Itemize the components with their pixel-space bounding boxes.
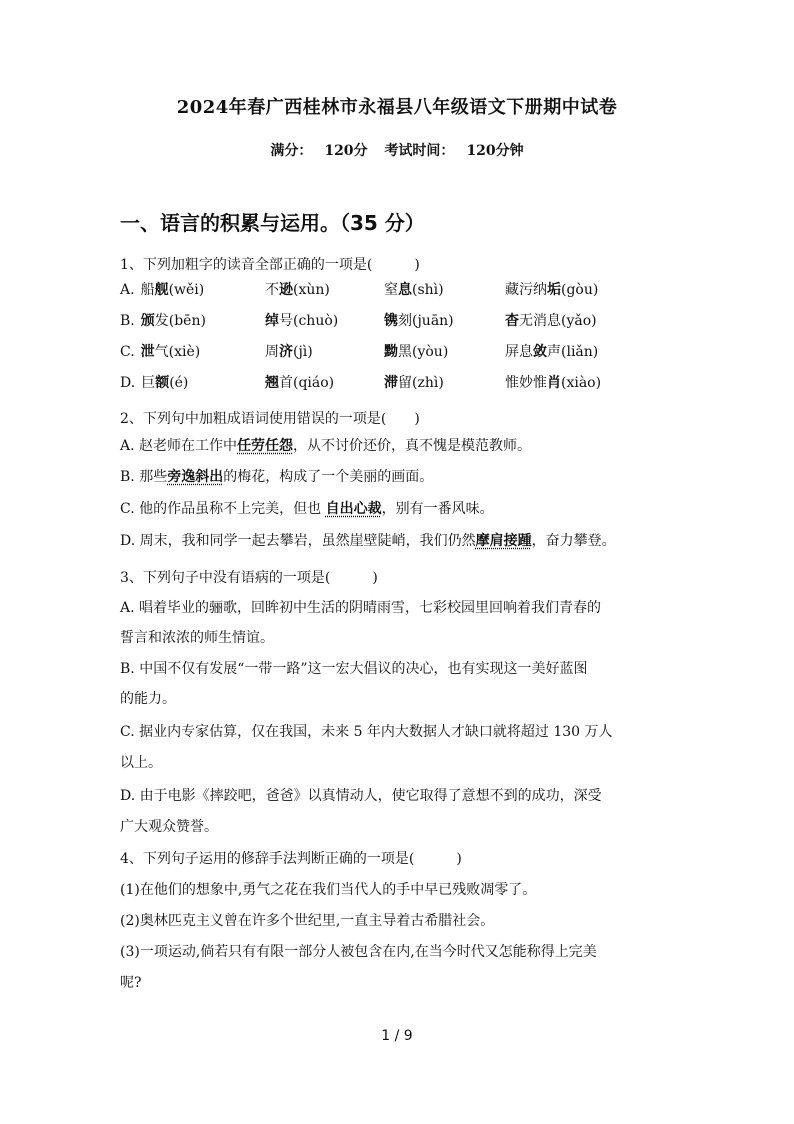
question-1-option-cell <box>505 310 597 330</box>
option-text: ，别有一番风味。 <box>381 501 494 517</box>
question-4-sentence-3-line2: 呢? <box>120 975 142 991</box>
option-text: B. 那些 <box>120 469 168 485</box>
exam-title: 2024年春广西桂林市永福县八年级语文下册期中试卷 <box>176 97 618 118</box>
word-prefix: 巨 <box>141 375 156 391</box>
option-text: ，奋力攀登。 <box>531 533 616 549</box>
question-4-sentence-1: (1)在他们的想象中,勇气之花在我们当代人的手中早已残败凋零了。 <box>120 882 537 898</box>
question-3-option-d-line2: 广大观众赞誉。 <box>120 819 218 835</box>
option-text: A. 赵老师在工作中 <box>120 438 238 454</box>
word-suffix-pinyin: (gòu) <box>561 282 599 298</box>
bold-character: 济 <box>279 344 293 360</box>
bold-character: 逊 <box>279 282 293 298</box>
question-3-option-a-line2: 誓言和浓浓的师生情谊。 <box>120 630 274 646</box>
time-label: 考试时间： <box>384 143 455 159</box>
option-label: B. <box>120 313 135 329</box>
bold-idiom: 任劳任怨 <box>237 438 294 454</box>
bold-character: 颁 <box>140 313 155 329</box>
word-suffix-pinyin: 发(bēn) <box>154 313 206 329</box>
word-suffix-pinyin: 留(zhì) <box>398 375 444 391</box>
question-2-option-a <box>120 435 531 455</box>
option-text: ，从不讨价还价，真不愧是模范教师。 <box>293 438 532 454</box>
bold-character: 垢 <box>547 282 561 298</box>
word-suffix-pinyin: 首(qiáo) <box>279 375 335 391</box>
bold-character: 额 <box>155 375 170 391</box>
question-3-option-b-line1: B. 中国不仅有发展“一带一路”这一宏大倡议的决心，也有实现这一美好蓝图 <box>120 661 588 677</box>
bold-character: 镌 <box>384 313 398 329</box>
word-suffix-pinyin: 黑(yòu) <box>398 344 449 360</box>
word-prefix: 周 <box>265 344 279 360</box>
bold-character: 黝 <box>384 344 398 360</box>
word-suffix-pinyin: (é) <box>169 375 189 391</box>
question-2-option-d <box>120 530 616 550</box>
question-3-option-a-line1: A. 唱着毕业的骊歌，回眸初中生活的阴晴雨雪，七彩校园里回响着我们青春的 <box>120 600 602 616</box>
question-1-option-cell <box>505 341 598 361</box>
word-suffix-pinyin: 气(xiè) <box>154 344 201 360</box>
question-1-option-cell <box>265 310 338 330</box>
bold-character: 杳 <box>505 313 519 329</box>
word-suffix-pinyin: (xùn) <box>293 282 330 298</box>
question-4-stem: 4、下列句子运用的修辞手法判断正确的一项是( ) <box>120 851 462 867</box>
bold-character: 舰 <box>154 282 169 298</box>
page-number: 1 / 9 <box>381 1028 413 1044</box>
word-suffix-pinyin: (wěi) <box>168 282 205 298</box>
word-prefix: 屏息 <box>505 344 533 360</box>
bold-idiom: 摩肩接踵 <box>475 533 532 549</box>
bold-idiom: 自出心裁 <box>325 501 382 517</box>
question-1-option-cell <box>505 279 598 299</box>
exam-meta <box>0 140 794 160</box>
bold-character: 滞 <box>384 375 398 391</box>
option-label: D. <box>120 375 136 391</box>
option-label: A. <box>120 282 135 298</box>
bold-character: 息 <box>398 282 412 298</box>
word-suffix-pinyin: 无消息(yǎo) <box>519 313 597 329</box>
question-1-option-cell <box>265 341 313 361</box>
question-3-stem: 3、下列句子中没有语病的一项是( ) <box>120 570 378 586</box>
question-3-option-c-line2: 以上。 <box>120 755 162 771</box>
section-heading: 一、语言的积累与运用。（35 分） <box>120 211 425 235</box>
question-1-option-cell <box>120 372 188 392</box>
question-2-option-c <box>120 498 494 518</box>
option-label: C. <box>120 344 135 360</box>
word-suffix-pinyin: 声(liǎn) <box>547 344 599 360</box>
word-suffix-pinyin: 号(chuò) <box>279 313 339 329</box>
question-1-option-row <box>120 279 680 301</box>
score-label: 满分： <box>270 143 313 159</box>
bold-character: 肖 <box>547 375 561 391</box>
question-1-option-cell <box>384 372 444 392</box>
option-text: D. 周末，我和同学一起去攀岩，虽然崖壁陡峭，我们仍然 <box>120 533 476 549</box>
word-suffix-pinyin: 刻(juān) <box>398 313 454 329</box>
bold-character: 敛 <box>533 344 547 360</box>
time-value: 120分钟 <box>466 143 524 159</box>
score-value: 120分 <box>324 143 368 159</box>
bold-character: 翘 <box>265 375 279 391</box>
bold-character: 泄 <box>140 344 155 360</box>
question-1-option-row <box>120 310 680 332</box>
question-1-option-cell <box>120 279 204 299</box>
word-suffix-pinyin: (jì) <box>293 344 313 360</box>
question-1-option-cell <box>265 372 334 392</box>
word-prefix: 船 <box>140 282 155 298</box>
question-2-option-b <box>120 466 433 486</box>
question-1-option-cell <box>120 341 200 361</box>
question-1-option-row <box>120 372 680 394</box>
question-3-option-d-line1: D. 由于电影《摔跤吧，爸爸》以真情动人，使它取得了意想不到的成功，深受 <box>120 788 602 804</box>
question-3-option-c-line1: C. 据业内专家估算，仅在我国，未来 5 年内大数据人才缺口就将超过 130 万人 <box>120 724 613 740</box>
question-1-option-cell <box>505 372 601 392</box>
question-4-sentence-2: (2)奥林匹克主义曾在许多个世纪里,一直主导着古希腊社会。 <box>120 913 495 929</box>
question-1-option-cell <box>120 310 206 330</box>
question-1-option-cell <box>384 310 454 330</box>
question-4-sentence-3-line1: (3)一项运动,倘若只有有限一部分人被包含在内,在当今时代又怎能称得上完美 <box>120 944 597 960</box>
question-3-option-b-line2: 的能力。 <box>120 691 176 707</box>
question-1-option-cell <box>384 341 448 361</box>
word-prefix: 藏污纳 <box>505 282 547 298</box>
question-1-option-cell <box>265 279 330 299</box>
question-1-stem: 1、下列加粗字的读音全部正确的一项是( ) <box>120 257 420 273</box>
word-prefix: 不 <box>265 282 279 298</box>
option-text: C. 他的作品虽称不上完美，但也 <box>120 501 326 517</box>
question-1-option-cell <box>384 279 444 299</box>
word-suffix-pinyin: (shì) <box>412 282 444 298</box>
bold-character: 绰 <box>265 313 279 329</box>
word-suffix-pinyin: (xiào) <box>561 375 602 391</box>
question-2-stem: 2、下列句中加粗成语词使用错误的一项是( ) <box>120 411 420 427</box>
question-1-option-row <box>120 341 680 363</box>
option-text: 的梅花，构成了一个美丽的画面。 <box>223 469 434 485</box>
word-prefix: 惟妙惟 <box>505 375 547 391</box>
word-prefix: 窒 <box>384 282 398 298</box>
bold-idiom: 旁逸斜出 <box>167 469 224 485</box>
